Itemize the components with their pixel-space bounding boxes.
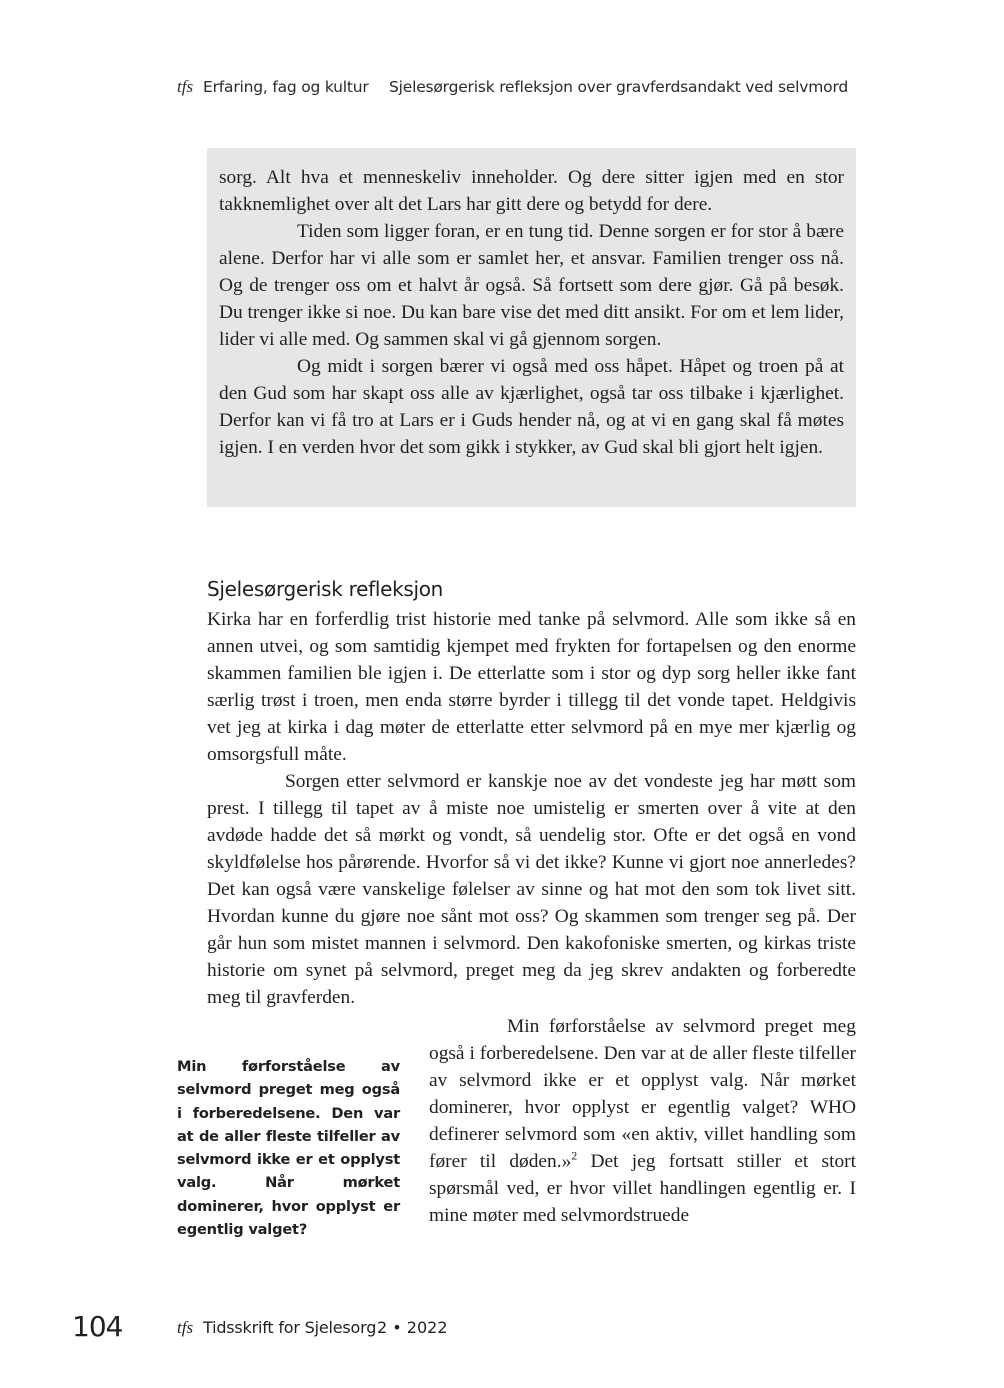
- excerpt-paragraph: Og midt i sorgen bærer vi også med oss håpet. Håpet og troen på at den Gud som har skapt oss alle av kjærlighet, også tar oss tilbake i kjærlighet. Derfor kan vi få tro at Lars er i Guds hender nå, og at vi en gang skal få møtes igjen. I en verden hvor det som gikk i stykker, av Gud skal bli gjort helt igjen.: [219, 356, 844, 458]
- running-title: Sjelesørgerisk refleksjon over gravferdsandakt ved selvmord: [389, 78, 848, 96]
- pull-quote: Min førforståelse av selvmord preget meg også i forberedelsene. Den var at de aller fleste tilfeller av selvmord ikke er et opplyst valg. Når mørket dominerer, hvor opplyst er egentlig valget?: [177, 1058, 400, 1239]
- body-text-segment: Det jeg fortsatt stiller et stort spørsmål ved, er hvor villet handlingen egentlig er. I mine møter med selvmordstruede: [429, 1151, 856, 1226]
- footer-issue: 2 • 2022: [377, 1318, 448, 1337]
- body-paragraph: Sorgen etter selvmord er kanskje noe av det vondeste jeg har møtt som prest. I tillegg til tapet av å miste noe umistelig er smerten over å vite at den avdøde hadde det så mørkt og vondt, så uendelig stor. Ofte er det også en vond skyldfølelse hos pårørende. Hvorfor så vi det ikke? Kunne vi gjort noe annerledes? Det kan også være vanskelige følelser av sinne og hat mot den som tok livet sitt. Hvordan kunne du gjøre noe sånt mot oss? Og skammen som trenger seg på. Der går hun som mistet mannen i selvmord. Den kakofoniske smerten, og kirkas triste historie om synet på selvmord, preget meg da jeg skrev andakten og forberedte meg til gravferden.: [207, 771, 856, 1008]
- body-paragraph: [429, 1013, 856, 1229]
- body-paragraph: Kirka har en forferdlig trist historie med tanke på selvmord. Alle som ikke så en annen utvei, og som samtidig kjempet med frykten for fortapelsen og den enorme skammen familien ble igjen i. De etterlatte som i stor og dyp sorg heller ikke fant særlig trøst i troen, men enda større byrder i tillegg til det vonde tapet. Heldgivis vet jeg at kirka i dag møter de etterlatte etter selvmord på en mye mer kjærlig og omsorgsfull måte.: [207, 609, 856, 765]
- body-text-segment: Min førforståelse av selvmord preget meg også i forberedelsene. Den var at de aller fleste tilfeller av selvmord ikke er et opplyst valg. Når mørket dominerer, hvor opplyst er egentlig valget? WHO definerer selvmord som «en aktiv, villet handling som fører til døden.»: [429, 1016, 856, 1172]
- sermon-excerpt-box: [207, 148, 856, 507]
- footnote-marker[interactable]: 2: [571, 1148, 578, 1163]
- footer-journal-name: Tidsskrift for Sjelesorg: [203, 1318, 377, 1337]
- article-body: [207, 606, 856, 1011]
- article-body-column: [429, 1013, 856, 1229]
- excerpt-paragraph: Tiden som ligger foran, er en tung tid. Denne sorgen er for stor å bære alene. Derfor har vi alle som er samlet her, et ansvar. Familien trenger oss nå. Og de trenger oss om et halvt år også. Så fortsett som dere gjør. Gå på besøk. Du trenger ikke si noe. Du kan bare vise det med ditt ansikt. For om et lem lider, lider vi alle med. Og sammen skal vi gå gjennom sorgen.: [219, 221, 844, 350]
- section-label: Erfaring, fag og kultur: [203, 78, 369, 96]
- page-number: 104: [72, 1310, 123, 1343]
- section-heading: Sjelesørgerisk refleksjon: [207, 577, 444, 601]
- journal-logo: tfs: [177, 77, 194, 96]
- footer-journal-logo: tfs: [177, 1318, 194, 1337]
- excerpt-paragraph: sorg. Alt hva et menneskeliv inneholder. Og dere sitter igjen med en stor takknemlighet over alt det Lars har gitt dere og betydd for dere.: [219, 167, 844, 215]
